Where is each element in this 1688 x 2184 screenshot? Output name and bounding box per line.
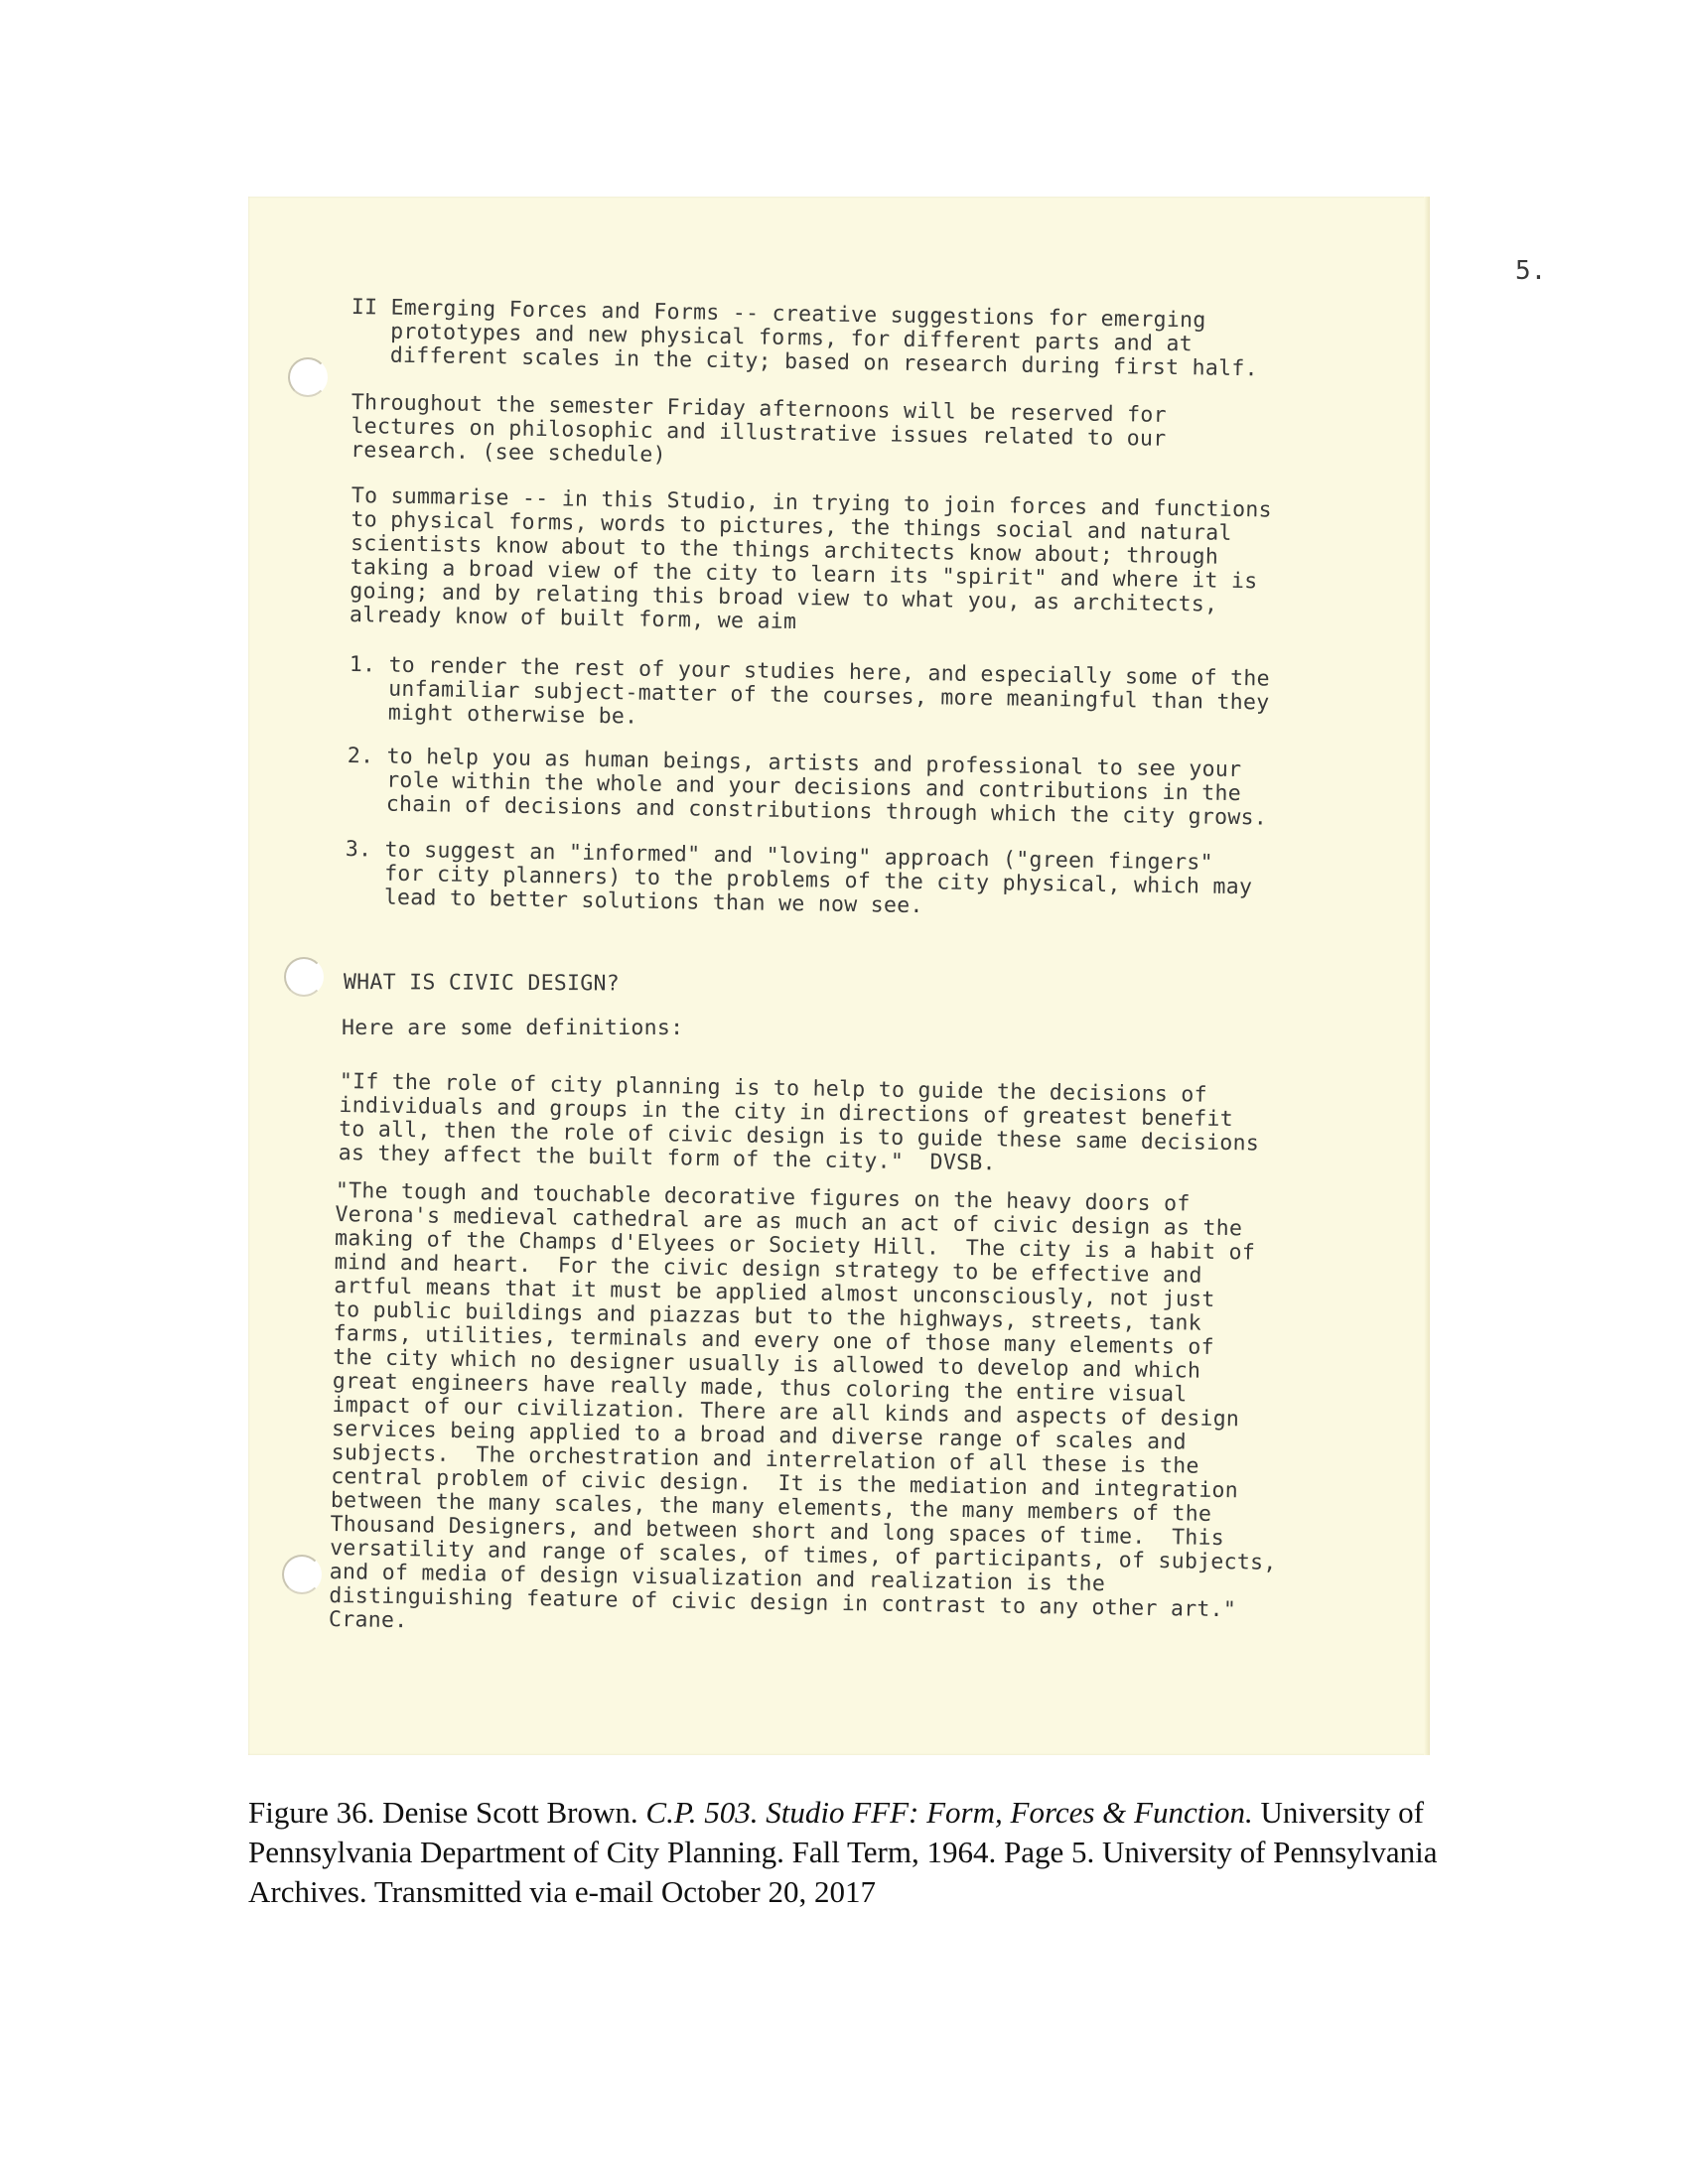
aim-list-item-2: 2. to help you as human beings, artists and professional to see your role within the whole and your decisions and contributions in the chain of decisions and constributions through which the city grows. xyxy=(346,744,1268,831)
caption-details: University of Pennsylvania Department of City Planning. Fall Term, 1964. Page 5. University of Pennsylvania Archives. Transmitted via e-mail October 20, 2017 xyxy=(248,1795,1438,1909)
definitions-intro: Here are some definitions: xyxy=(342,1016,684,1040)
section-ii-emerging-forces: II Emerging Forces and Forms -- creative suggestions for emerging prototypes and new physical forms, for different parts and at different scales in the city; based on research during first half. xyxy=(350,295,1258,382)
caption-prefix: Figure 36. Denise Scott Brown. xyxy=(248,1795,646,1830)
aim-list-item-1: 1. to render the rest of your studies here, and especially some of the unfamiliar subject-matter of the courses, more meaningful than they might otherwise be. xyxy=(348,652,1270,730)
scanned-typewritten-page xyxy=(248,197,1547,1755)
section-heading-civic-design: WHAT IS CIVIC DESIGN? xyxy=(343,970,621,997)
page-number: 5. xyxy=(1515,256,1547,286)
aim-list-item-3: 3. to suggest an "informed" and "loving" approach ("green fingers" for city planners) to the problems of the city physical, which may lead to better solutions than we now see. xyxy=(344,837,1253,919)
friday-lectures-paragraph: Throughout the semester Friday afternoons will be reserved for lectures on philosophic and illustrative issues related to our research. (see schedule) xyxy=(350,390,1168,468)
punch-hole-bottom xyxy=(282,1555,322,1594)
quote-crane: "The tough and touchable decorative figures on the heavy doors of Verona's medieval cathedral are as much an act of civic design as the making of the Champs d'Elyees or Society Hill. The city is a habit of mind and heart. For the civic design strategy to be effective and artful means that it must be applied almost unconsciously, not just to public buildings and piazzas but to the highways, streets, tank farms, utilities, terminals and every one of those many elements of the city which no designer usually is allowed to develop and which great engineers have really made, thus coloring the entire visual impact of our civilization. There are all kinds and aspects of design services being applied to a broad and diverse range of scales and subjects. The orchestration and interrelation of all these is the central problem of civic design. It is the mediation and integration between the many scales, the many elements, the many members of the Thousand Designers, and between short and long spaces of time. This versatility and range of scales, of times, of participants, of subjects, and of media of design visualization and realization is the distinguishing feature of civic design in contrast to any other art." Crane. xyxy=(328,1178,1277,1634)
quote-dvsb: "If the role of city planning is to help to guide the decisions of individuals and groups in the city in directions of greatest benefit to all, then the role of civic design is to guide these same decisions as they affect the built form of the city." DVSB. xyxy=(338,1069,1260,1176)
summary-paragraph: To summarise -- in this Studio, in trying to join forces and functions to physical forms, words to pictures, the things social and natural scientists know about to the things architects know about; through taking a broad view of the city to learn its "spirit" and where it is going; and by relating this broad view to what you, as architects, already know of built form, we aim xyxy=(349,483,1272,635)
page-edge-shadow xyxy=(1424,197,1430,1755)
punch-hole-top xyxy=(288,357,328,397)
figure-caption xyxy=(248,1793,1440,1912)
punch-hole-middle xyxy=(284,957,324,997)
caption-title: C.P. 503. Studio FFF: Form, Forces & Function. xyxy=(645,1795,1253,1830)
